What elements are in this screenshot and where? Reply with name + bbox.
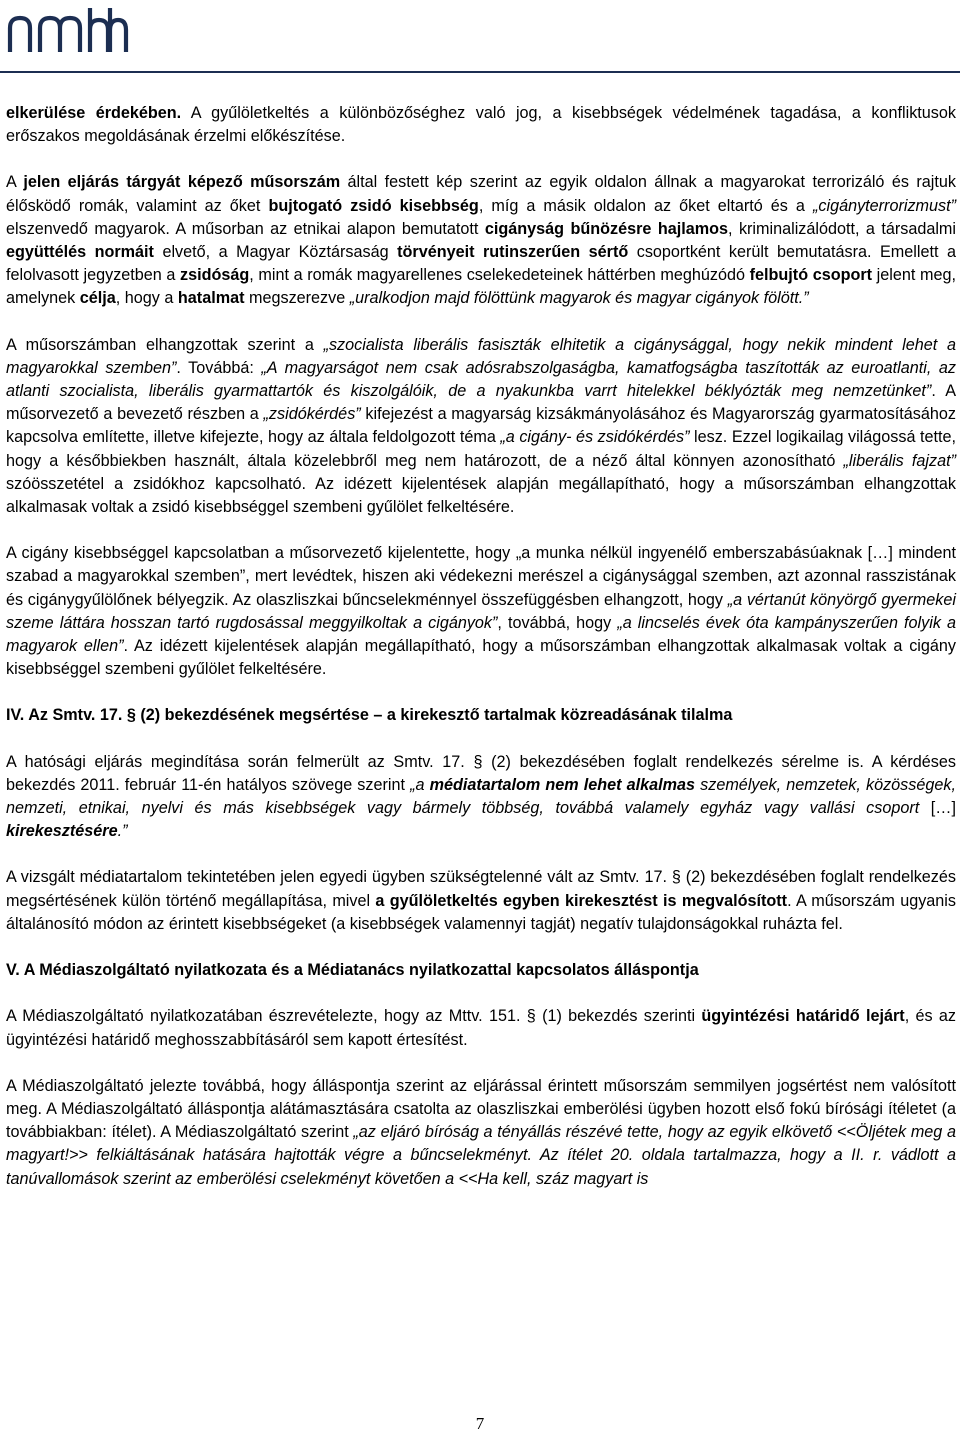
- paragraph: [6, 866, 956, 936]
- text-run: jelent meg, amelynek: [6, 266, 956, 308]
- page-header: [0, 0, 960, 74]
- text-run: „zsidókérdés”: [263, 405, 361, 424]
- text-run: „a cigány- és zsidókérdés”: [500, 428, 690, 447]
- text-run: célja: [79, 289, 116, 308]
- section-heading: [6, 959, 956, 982]
- text-run: bujtogató zsidó kisebbség: [268, 196, 479, 215]
- text-run: lesz. Ezzel logikailag világossá tette, hogy a későbbiekben használt, általa közelebbről meg nem határozott, de a néző által könnyen azonosítható: [6, 428, 957, 470]
- text-run: törvényeit rutinszerűen sértő: [397, 243, 629, 262]
- paragraph: [6, 334, 956, 520]
- text-run: „szocialista liberális fasiszták elhitetik a cigánysággal, hogy nekik mindent lehet a magyarokkal szemben”: [6, 335, 956, 377]
- text-run: . Az idézett kijelentések alapján megállapítható, hogy a műsorszámban elhangzottak alkalmasak voltak a cigány kisebbséggel szembeni gyűlölet felkeltésére.: [6, 637, 956, 679]
- text-run: A gyűlöletkeltés a különbözőséghez való jog, a kisebbségek védelmének tagadása, a konfliktusok erőszakos megoldásának érzelmi előkészítése.: [6, 104, 956, 146]
- text-run: szóösszetétel a zsidókhoz kapcsolható. Az idézett kijelentések alapján megállapítható, hogy a műsorszámban elhangzottak alkalmasak voltak a zsidó kisebbséggel szembeni gyűlölet felkeltésére.: [6, 474, 956, 517]
- header-rule: [0, 71, 960, 73]
- text-run: csoportként került bemutatásra. Emellett a felolvasott jegyzetben a: [6, 243, 956, 285]
- paragraph: [6, 542, 956, 681]
- text-run: megszerezve: [244, 289, 350, 308]
- paragraph: [6, 171, 956, 310]
- text-run: „A magyarságot nem csak adósrabszolgaságba, kamatfogságba taszították az euroatlanti, az atlanti szocialista, liberális gyarmattartók és kiszolgálóik, de a nyakunkba varrt hitelekkel béklyózták meg nemzetünket”: [6, 358, 956, 401]
- document-body: [6, 102, 956, 1191]
- text-run: cigányság bűnözésre hajlamos: [484, 219, 729, 238]
- text-run: „a vértanút könyörgő gyermekei szeme láttára hosszan tartó rugdosással meggyilkoltak a cigányok”: [6, 590, 956, 632]
- text-run: , hogy a: [115, 289, 178, 308]
- text-run: a gyűlöletkeltés egyben kirekesztést is megvalósított: [375, 891, 788, 910]
- text-run: A: [6, 173, 24, 192]
- text-run: hatalmat: [177, 289, 245, 308]
- nmhh-logo: [6, 6, 130, 54]
- text-run: . Továbbá:: [176, 358, 262, 377]
- text-run: ügyintézési határidő lejárt: [701, 1007, 905, 1026]
- text-run: kifejezést a magyarság kizsákmányolásához és Magyarország gyarmatosításához kapcsolva említette, illetve kifejezte, hogy az általa feldolgozott téma: [6, 405, 956, 447]
- text-run: „az eljáró bíróság a tényállás részévé tette, hogy az egyik elkövető <<Öljétek meg a magyart!>> felkiáltásának hatására hajtották végre a bűncselekményt. Az ítélet 20. oldala tartalmazza, hogy a II. r. vádlott a tanúvallomások szerint az emberölési cselekményt követően a <<Ha kell, száz magyart is: [6, 1123, 957, 1188]
- text-run: , mint a romák magyarellenes cselekedeteinek háttérben meghúzódó: [249, 266, 750, 285]
- text-run: által festett kép szerint az egyik oldalon állnak a magyarokat terrorizáló és rajtuk élősködő romák, valamint az őket: [6, 173, 956, 215]
- text-run: médiatartalom nem lehet alkalmas: [429, 775, 696, 794]
- text-run: IV. Az Smtv. 17. § (2) bekezdésének megsértése – a kirekesztő tartalmak közreadásának tilalma: [6, 706, 733, 725]
- text-run: […]: [919, 799, 956, 818]
- text-run: A cigány kisebbséggel kapcsolatban a műsorvezető kijelentette, hogy „a munka nélkül ingyenélő emberszabásúaknak […] mindent szabad a magyarokkal szemben”, mert levédtek, hiszen aki védekezni merészel a cigánysággal szemben, azt azonnal rasszistának és cigánygyűlölőnek bélyegzik. Az olaszliszkai bűncselekménnyel összefüggésben elhangzott, hogy: [6, 544, 956, 609]
- text-run: , míg a másik oldalon az őket eltartó és a: [478, 196, 813, 215]
- text-run: zsidóság: [180, 266, 250, 285]
- text-run: , továbbá, hogy: [497, 613, 618, 632]
- text-run: A Médiaszolgáltató jelezte továbbá, hogy álláspontja szerint az eljárással érintett műsorszám semmilyen jogsértést nem valósított meg. A Médiaszolgáltató álláspontja alátámasztására csatolta az olaszliszkai emberölési ügyben hozott első fokú bírósági ítéletet (a továbbiakban: ítélet). A Médiaszolgáltató szerint: [6, 1076, 956, 1142]
- text-run: elszenvedő magyarok. A műsorban az etnikai alapon bemutatott: [6, 219, 485, 238]
- text-run: A hatósági eljárás megindítása során felmerült az Smtv. 17. § (2) bekezdésében foglalt rendelkezés sérelme is. A kérdéses bekezdés 2011. február 11-én hatályos szövege szerint: [6, 752, 956, 794]
- text-run: „cigányterrorizmust”: [812, 196, 957, 215]
- section-heading: [6, 704, 956, 727]
- text-run: jelen eljárás tárgyát képező műsorszám: [23, 173, 341, 192]
- text-run: V. A Médiaszolgáltató nyilatkozata és a Médiatanács nyilatkozattal kapcsolatos álláspontja: [6, 961, 699, 980]
- text-run: „a lincselés évek óta kampányszerűen folyik a magyarok ellen”: [6, 613, 956, 656]
- text-run: elvető, a Magyar Köztársaság: [153, 243, 398, 262]
- text-run: „uralkodjon majd fölöttünk magyarok és magyar cigányok fölött.”: [349, 289, 809, 308]
- text-run: A Médiaszolgáltató nyilatkozatában észrevételezte, hogy az Mttv. 151. § (1) bekezdés szerinti: [6, 1007, 702, 1026]
- text-run: .”: [117, 822, 128, 841]
- page-number: 7: [475, 1414, 485, 1433]
- text-run: , kriminalizálódott, a társadalmi: [728, 219, 957, 238]
- text-run: , és az ügyintézési határidő meghosszabbításáról sem kapott értesítést.: [6, 1007, 957, 1049]
- text-run: A vizsgált médiatartalom tekintetében jelen egyedi ügyben szükségtelenné vált az Smtv. 17. § (2) bekezdésében foglalt rendelkezés megsértésének külön történő megállapítása, mivel: [6, 868, 956, 910]
- text-run: felbujtó csoport: [749, 266, 873, 285]
- text-run: elkerülése érdekében.: [6, 104, 182, 122]
- text-run: . A műsorszám ugyanis általánosító módon az érintett kisebbségeket (a kisebbségek valamennyi tagját) negatív tulajdonságokkal ruházta fel.: [6, 891, 956, 933]
- paragraph: [6, 751, 956, 844]
- text-run: kirekesztésére: [6, 822, 118, 841]
- paragraph: [6, 102, 956, 148]
- text-run: együttélés normáit: [6, 243, 154, 262]
- text-run: személyek, nemzetek, közösségek, nemzeti, etnikai, nyelvi és más kisebbségek vagy bármely többség, továbbá valamely egyház vagy vallási csoport: [6, 775, 956, 818]
- text-run: „liberális fajzat”: [843, 451, 956, 470]
- text-run: . A műsorvezető a bevezető részben a: [6, 382, 956, 424]
- text-run: A műsorszámban elhangzottak szerint a: [6, 335, 324, 354]
- paragraph: [6, 1075, 956, 1191]
- text-run: „a: [410, 775, 430, 794]
- paragraph: [6, 1005, 956, 1051]
